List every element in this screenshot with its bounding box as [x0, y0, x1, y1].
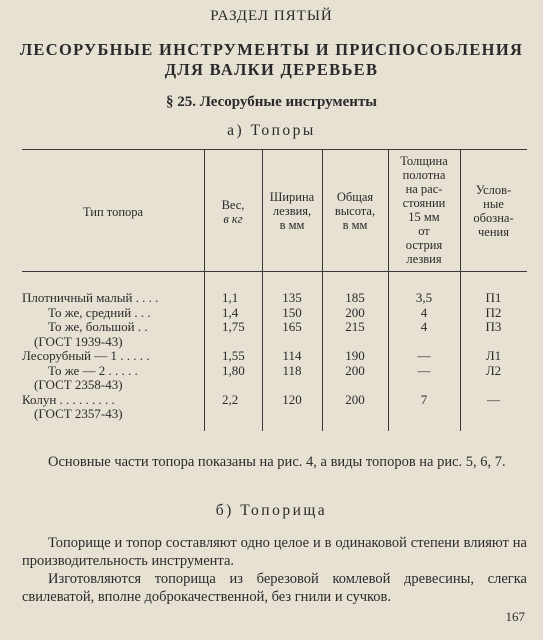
table-cell-width: 135 [282, 290, 302, 305]
table-cell-thickness: — [417, 348, 431, 363]
table-cell-width: 118 [282, 362, 302, 378]
header-weight: Вес, в кг [221, 198, 245, 226]
table-top-rule [22, 149, 527, 150]
table-cell-code: Л2 [485, 362, 502, 378]
paragraph-handle-material: Изготовляются топорища из березовой комлевой древесины, слегка свилеватой, вполне доброкачественной, без гнили и сучков. [22, 571, 527, 605]
axes-table [22, 149, 527, 431]
table-cell-height: 200 [345, 391, 365, 407]
table-cell-weight: 2,2 [222, 391, 239, 407]
table-row-name: Колун . . . . . . . . . [22, 391, 115, 407]
table-cell-height: 215 [345, 319, 365, 334]
chapter-title-line-2: ДЛЯ ВАЛКИ ДЕРЕВЬЕВ [164, 60, 379, 79]
table-cell-height: 200 [345, 362, 365, 378]
table-row-name: То же, средний . . . [48, 304, 151, 320]
table-cell-height: 185 [345, 290, 365, 305]
table-cell-height: 190 [345, 348, 365, 363]
paragraph-parts-of-axe: Основные части топора показаны на рис. 4, а виды топоров на рис. 5, 6, 7. [48, 454, 506, 470]
table-cell-thickness: 4 [420, 304, 428, 320]
header-designation: Услов- ные обозна- чения [473, 183, 514, 239]
table-cell-height: 200 [345, 304, 365, 320]
header-type: Тип топора [82, 205, 144, 219]
table-cell-width: 165 [282, 319, 302, 334]
paragraph-title: § 25. Лесорубные инструменты [165, 94, 378, 110]
table-row-name: Лесорубный — 1 . . . . . [22, 348, 150, 363]
table-cell-thickness: 3,5 [415, 290, 433, 305]
chapter-title [0, 40, 543, 80]
subsection-title-axes: а) Топоры [227, 122, 316, 139]
table-column-divider [204, 149, 205, 431]
table-cell-thickness: — [417, 362, 431, 378]
table-row-name: То же — 2 . . . . . [48, 362, 138, 378]
table-cell-weight: 1,1 [222, 290, 239, 305]
header-thickness: Толщина полотна на рас- стоянии 15 мм от острия лезвия [400, 154, 448, 266]
table-row-name: То же, большой . . [48, 319, 148, 334]
table-cell-code: — [487, 391, 500, 407]
table-cell-width: 150 [282, 304, 302, 320]
header-blade-width: Ширина лезвия, в мм [269, 190, 315, 232]
table-cell-weight: 1,80 [222, 362, 245, 378]
table-cell-code: Л1 [485, 348, 502, 363]
table-cell-weight: 1,75 [222, 319, 245, 334]
table-cell-width: 120 [282, 391, 302, 407]
paragraph-handle-intro: Топорище и топор составляют одно целое и в одинаковой степени влияют на производительность инструмента. [22, 535, 527, 569]
section-label: РАЗДЕЛ ПЯТЫЙ [210, 8, 333, 24]
table-cell-weight: 1,55 [222, 348, 245, 363]
table-row-name: Плотничный малый . . . . [22, 290, 159, 305]
table-cell-code: П2 [485, 304, 502, 320]
header-total-height: Общая высота, в мм [334, 190, 376, 232]
subsection-title-handles: б) Топорища [215, 502, 328, 519]
table-header-rule [22, 271, 527, 272]
table-cell-thickness: 4 [420, 319, 428, 334]
table-row-name: (ГОСТ 2358-43) [34, 377, 123, 392]
chapter-title-line-1: ЛЕСОРУБНЫЕ ИНСТРУМЕНТЫ И ПРИСПОСОБЛЕНИЯ [19, 40, 524, 59]
table-cell-code: П1 [485, 290, 502, 305]
table-cell-code: П3 [485, 319, 502, 334]
table-cell-weight: 1,4 [222, 304, 239, 320]
table-row-name: (ГОСТ 2357-43) [34, 406, 123, 421]
table-cell-width: 114 [282, 348, 302, 363]
table-row-name: (ГОСТ 1939-43) [34, 333, 123, 349]
table-cell-thickness: 7 [420, 391, 428, 407]
page-number: 167 [505, 609, 525, 624]
